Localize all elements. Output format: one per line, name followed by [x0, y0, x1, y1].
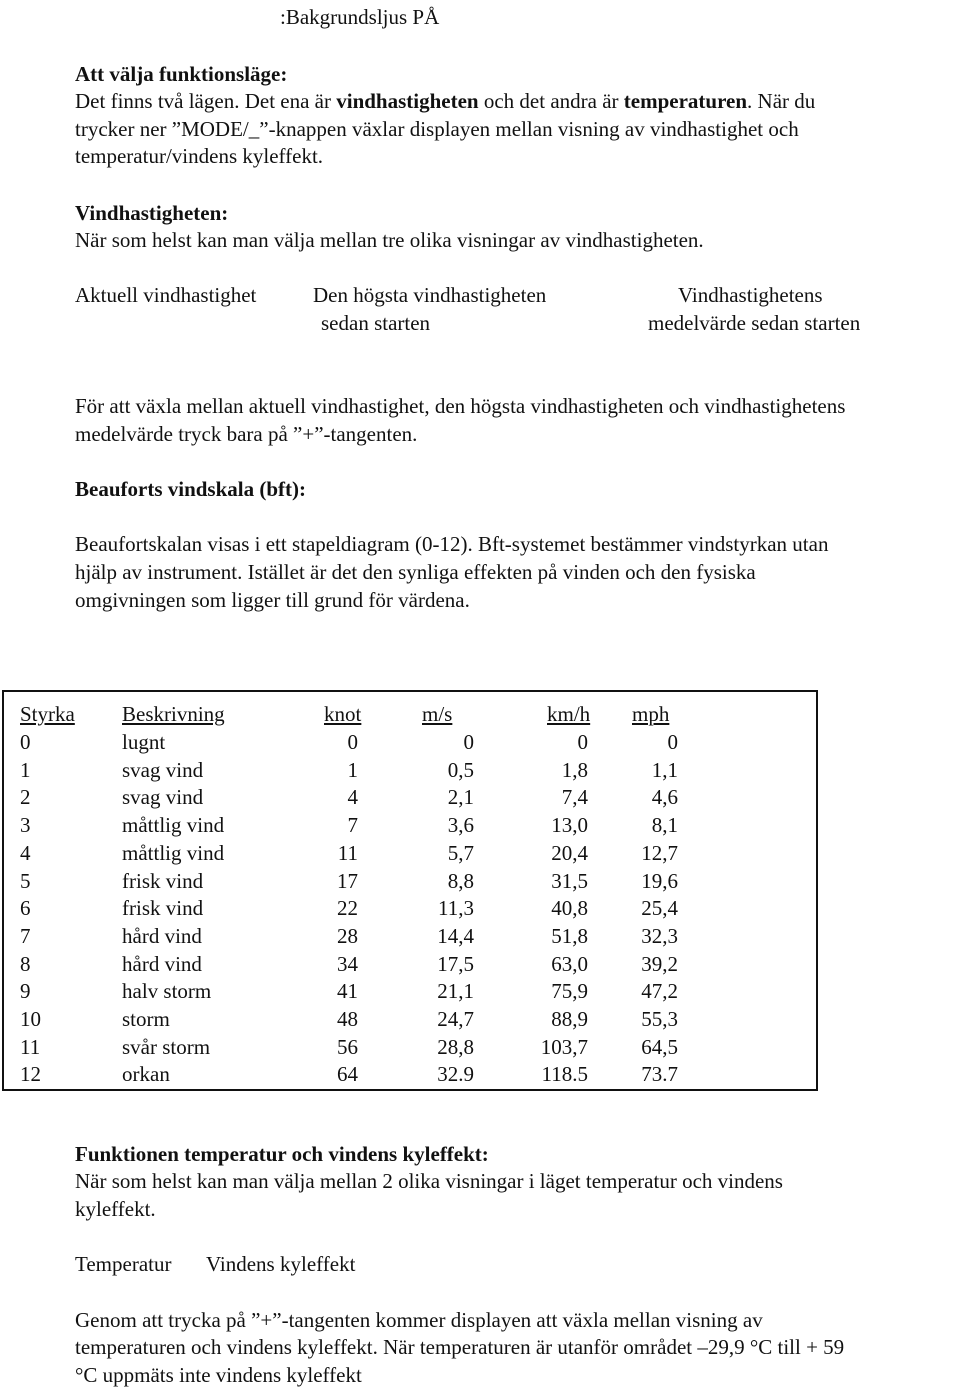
- wind-intro: När som helst kan man välja mellan tre olika visningar av vindhastigheten.: [75, 228, 704, 252]
- cell-mph: 32,3: [641, 923, 678, 948]
- mode-line-1: [75, 87, 815, 115]
- cell-kmh: 51,8: [551, 923, 588, 948]
- cell-kmh: 1,8: [561, 757, 588, 782]
- table-row: [4, 1005, 816, 1033]
- table-row: [4, 1033, 816, 1061]
- temp-line-2: kyleffekt.: [75, 1197, 156, 1221]
- backlight-note: :Bakgrundsljus PÅ: [280, 5, 440, 29]
- mode-text: Det finns två lägen. Det ena är: [75, 89, 337, 113]
- table-row: [4, 783, 816, 811]
- cell-description: svag vind: [122, 785, 204, 810]
- cell-strength: 6: [20, 896, 31, 921]
- cell-kmh: 88,9: [551, 1007, 588, 1031]
- cell-knot: 64: [337, 1062, 358, 1087]
- cell-description: orkan: [122, 1062, 170, 1087]
- cell-kmh: 118.5: [541, 1062, 588, 1087]
- cell-knot: 11: [337, 840, 358, 865]
- table-header-row: [4, 700, 816, 728]
- cell-description: svår storm: [122, 1034, 211, 1059]
- cell-description: lugnt: [122, 730, 166, 754]
- cell-description: frisk vind: [122, 868, 204, 893]
- cell-kmh: 75,9: [551, 979, 588, 1004]
- cell-ms: 14,4: [437, 923, 474, 948]
- beaufort-para-line-3: omgivningen som ligger till grund för värdena.: [75, 588, 470, 612]
- wind-option-max-line2: sedan starten: [321, 311, 431, 335]
- cell-mph: 25,4: [641, 896, 678, 921]
- mode-term-temp: temperaturen: [623, 89, 748, 113]
- cell-mph: 0: [667, 730, 678, 754]
- mode-line-2: trycker ner ”MODE/_”-knappen växlar displayen mellan visning av vindhastighet och: [75, 117, 799, 141]
- cell-mph: 12,7: [641, 840, 678, 865]
- cell-ms: 21,1: [437, 979, 474, 1004]
- mode-text: och det andra är: [478, 89, 624, 113]
- beaufort-para-line-2: hjälp av instrument. Istället är det den synliga effekten på vinden och den fysiska: [75, 560, 756, 584]
- cell-mph: 8,1: [651, 813, 678, 838]
- cell-mph: 55,3: [641, 1007, 678, 1031]
- header-mph: mph: [632, 702, 670, 726]
- temp-option-temperature: Temperatur: [75, 1252, 172, 1276]
- header-strength: Styrka: [20, 702, 75, 726]
- header-kmh: km/h: [547, 702, 591, 726]
- table-row: [4, 922, 816, 950]
- cell-strength: 10: [20, 1007, 41, 1031]
- cell-knot: 0: [347, 730, 358, 754]
- cell-knot: 4: [347, 785, 358, 810]
- cell-mph: 1,1: [651, 757, 678, 782]
- header-description: Beskrivning: [122, 702, 225, 726]
- cell-kmh: 103,7: [540, 1034, 588, 1059]
- cell-mph: 47,2: [641, 979, 678, 1004]
- table-row: [4, 811, 816, 839]
- cell-strength: 7: [20, 923, 31, 948]
- cell-description: frisk vind: [122, 896, 204, 921]
- wind-option-current: Aktuell vindhastighet: [75, 283, 257, 307]
- cell-ms: 2,1: [447, 785, 474, 810]
- cell-mph: 4,6: [651, 785, 678, 810]
- header-knot: knot: [324, 702, 362, 726]
- beaufort-heading: Beauforts vindskala (bft):: [75, 477, 307, 501]
- cell-knot: 7: [347, 813, 358, 838]
- cell-description: måttlig vind: [122, 813, 225, 838]
- table-row: [4, 894, 816, 922]
- cell-strength: 9: [20, 979, 31, 1004]
- cell-knot: 17: [337, 868, 358, 893]
- cell-kmh: 31,5: [551, 868, 588, 893]
- cell-ms: 32.9: [437, 1062, 474, 1087]
- cell-ms: 3,6: [447, 813, 474, 838]
- cell-description: svag vind: [122, 757, 204, 782]
- cell-kmh: 40,8: [551, 896, 588, 921]
- temp-para-line-2: temperaturen och vindens kyleffekt. När temperaturen är utanför området –29,9 °C till + 59: [75, 1335, 845, 1359]
- cell-description: storm: [122, 1007, 170, 1031]
- cell-description: måttlig vind: [122, 840, 225, 865]
- beaufort-table: [2, 690, 818, 1091]
- wind-toggle-line-2: medelvärde tryck bara på ”+”-tangenten.: [75, 422, 418, 446]
- cell-kmh: 63,0: [551, 951, 588, 976]
- cell-mph: 19,6: [641, 868, 678, 893]
- cell-description: hård vind: [122, 951, 202, 976]
- cell-ms: 24,7: [437, 1007, 474, 1031]
- table-row: [4, 977, 816, 1005]
- wind-heading: Vindhastigheten:: [75, 201, 229, 225]
- cell-strength: 3: [20, 813, 31, 838]
- table-row: [4, 728, 816, 756]
- wind-option-max: Den högsta vindhastigheten: [313, 283, 547, 307]
- table-row: [4, 839, 816, 867]
- cell-strength: 1: [20, 757, 31, 782]
- mode-line-3: temperatur/vindens kyleffekt.: [75, 144, 324, 168]
- cell-ms: 0: [463, 730, 474, 754]
- cell-ms: 0,5: [447, 757, 474, 782]
- cell-kmh: 13,0: [551, 813, 588, 838]
- beaufort-para-line-1: Beaufortskalan visas i ett stapeldiagram (0-12). Bft-systemet bestämmer vindstyrkan utan: [75, 532, 829, 556]
- cell-knot: 1: [347, 757, 358, 782]
- cell-ms: 11,3: [438, 896, 474, 921]
- wind-option-average-line2: medelvärde sedan starten: [648, 311, 861, 335]
- temp-para-line-1: Genom att trycka på ”+”-tangenten kommer displayen att växla mellan visning av: [75, 1308, 763, 1332]
- mode-text: . När du: [747, 89, 816, 113]
- header-ms: m/s: [422, 702, 453, 726]
- cell-knot: 48: [337, 1007, 358, 1031]
- cell-description: halv storm: [122, 979, 212, 1004]
- cell-description: hård vind: [122, 923, 202, 948]
- mode-term-wind: vindhastigheten: [336, 89, 479, 113]
- cell-ms: 8,8: [447, 868, 474, 893]
- temp-line-1: När som helst kan man välja mellan 2 olika visningar i läget temperatur och vindens: [75, 1169, 783, 1193]
- temp-heading: Funktionen temperatur och vindens kyleffekt:: [75, 1142, 489, 1166]
- cell-ms: 17,5: [437, 951, 474, 976]
- temp-option-windchill: Vindens kyleffekt: [206, 1252, 356, 1276]
- cell-kmh: 0: [577, 730, 588, 754]
- cell-ms: 5,7: [447, 840, 474, 865]
- temp-para-line-3: °C uppmäts inte vindens kyleffekt: [75, 1363, 362, 1387]
- cell-strength: 4: [20, 840, 31, 865]
- table-row: [4, 1060, 816, 1088]
- cell-kmh: 20,4: [551, 840, 588, 865]
- table-row: [4, 950, 816, 978]
- cell-mph: 64,5: [641, 1034, 678, 1059]
- cell-knot: 34: [337, 951, 358, 976]
- cell-knot: 41: [337, 979, 358, 1004]
- cell-strength: 2: [20, 785, 31, 810]
- cell-knot: 22: [337, 896, 358, 921]
- cell-mph: 39,2: [641, 951, 678, 976]
- cell-mph: 73.7: [641, 1062, 678, 1087]
- wind-toggle-line-1: För att växla mellan aktuell vindhastighet, den högsta vindhastigheten och vindhastighetens: [75, 394, 846, 418]
- cell-strength: 11: [20, 1034, 41, 1059]
- cell-strength: 8: [20, 951, 31, 976]
- table-row: [4, 867, 816, 895]
- cell-ms: 28,8: [437, 1034, 474, 1059]
- cell-kmh: 7,4: [561, 785, 588, 810]
- cell-strength: 5: [20, 868, 31, 893]
- cell-knot: 56: [337, 1034, 358, 1059]
- table-row: [4, 756, 816, 784]
- cell-strength: 0: [20, 730, 31, 754]
- cell-knot: 28: [337, 923, 358, 948]
- cell-strength: 12: [20, 1062, 41, 1087]
- mode-heading: Att välja funktionsläge:: [75, 62, 288, 86]
- wind-option-average: Vindhastighetens: [678, 283, 823, 307]
